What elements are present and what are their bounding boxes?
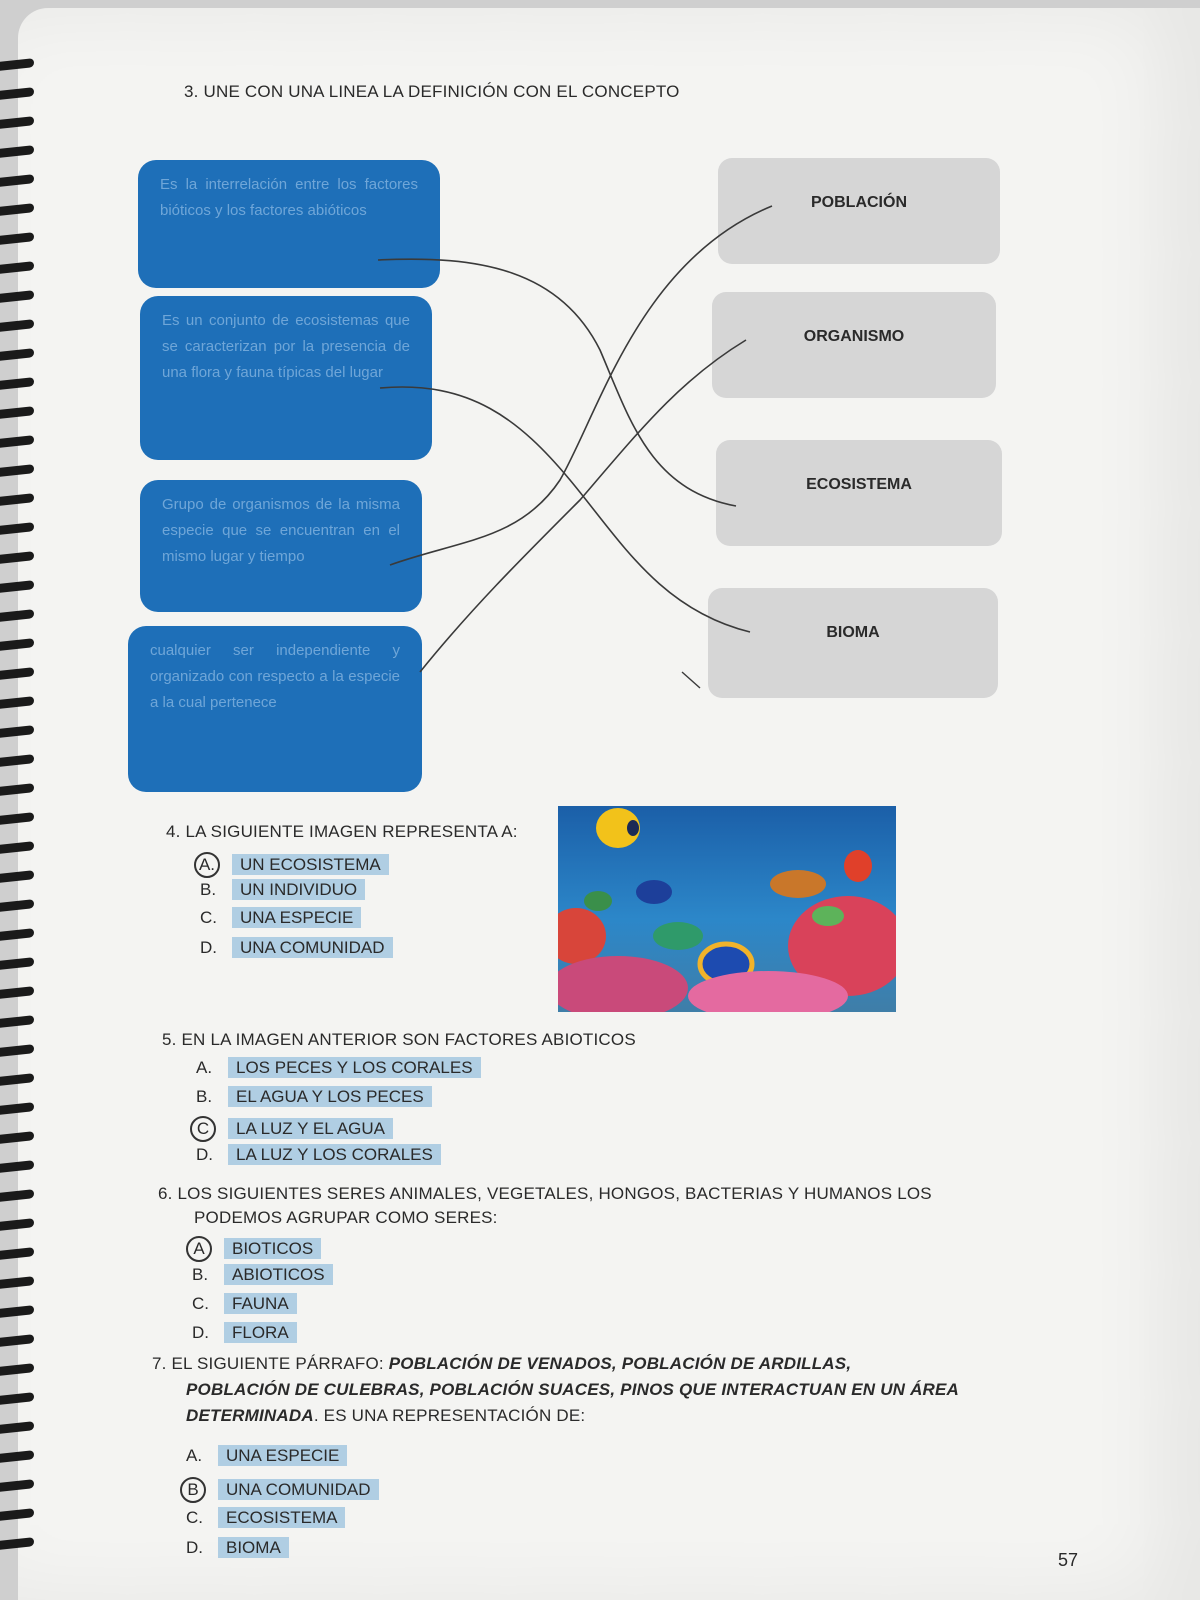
spiral-ring (0, 667, 34, 680)
option-letter: C. (192, 1294, 209, 1313)
q6-option-c[interactable] (192, 1294, 297, 1314)
spiral-ring (0, 986, 34, 999)
spiral-ring (0, 1421, 34, 1434)
option-letter: D. (200, 938, 217, 957)
concept-box-bioma: BIOMA (708, 588, 998, 698)
option-text: UN INDIVIDUO (232, 879, 365, 900)
spiral-ring (0, 174, 34, 187)
q7-title-line3 (186, 1406, 585, 1426)
option-text: FLORA (224, 1322, 297, 1343)
spiral-ring (0, 435, 34, 448)
page-number: 57 (1058, 1550, 1079, 1570)
spiral-ring (0, 464, 34, 477)
q4-option-c[interactable] (200, 908, 361, 928)
option-text: EL AGUA Y LOS PECES (228, 1086, 432, 1107)
spiral-ring (0, 87, 34, 100)
option-text: UN ECOSISTEMA (232, 854, 389, 875)
spiral-ring (0, 957, 34, 970)
spiral-ring (0, 203, 34, 216)
q7-title-line1 (152, 1354, 851, 1374)
option-letter: A (186, 1236, 212, 1262)
coral-reef-image (558, 806, 896, 1012)
spiral-ring (0, 116, 34, 129)
spiral-ring (0, 58, 34, 71)
spiral-ring (0, 1392, 34, 1405)
definition-box-2: Es un conjunto de ecosistemas que se caracterizan por la presencia de una flora y fauna típicas del lugar (140, 296, 432, 460)
spiral-ring (0, 1537, 34, 1550)
spiral-ring (0, 725, 34, 738)
spiral-ring (0, 1247, 34, 1260)
notebook-spiral (0, 60, 40, 1580)
q5-option-a[interactable] (196, 1058, 481, 1078)
spiral-ring (0, 1508, 34, 1521)
q4-option-a[interactable] (200, 852, 389, 878)
spiral-ring (0, 1276, 34, 1289)
option-text: FAUNA (224, 1293, 297, 1314)
spiral-ring (0, 638, 34, 651)
spiral-ring (0, 1189, 34, 1202)
spiral-ring (0, 928, 34, 941)
spiral-ring (0, 580, 34, 593)
spiral-ring (0, 841, 34, 854)
option-letter: D. (186, 1538, 203, 1557)
spiral-ring (0, 145, 34, 158)
spiral-ring (0, 261, 34, 274)
spiral-ring (0, 290, 34, 303)
spiral-ring (0, 1479, 34, 1492)
option-text: LOS PECES Y LOS CORALES (228, 1057, 481, 1078)
q4-option-d[interactable] (200, 938, 393, 958)
spiral-ring (0, 609, 34, 622)
spiral-ring (0, 1131, 34, 1144)
option-text: ABIOTICOS (224, 1264, 333, 1285)
q7-suffix: . ES UNA REPRESENTACIÓN DE: (313, 1406, 586, 1425)
concept-box-poblacion: POBLACIÓN (718, 158, 1000, 264)
spiral-ring (0, 232, 34, 245)
spiral-ring (0, 783, 34, 796)
q7-emphasis-3: DETERMINADA (186, 1406, 314, 1425)
q5-option-b[interactable] (196, 1087, 432, 1107)
q7-option-a[interactable] (186, 1446, 347, 1466)
spiral-ring (0, 754, 34, 767)
spiral-ring (0, 812, 34, 825)
spiral-ring (0, 1305, 34, 1318)
option-text: BIOMA (218, 1537, 289, 1558)
option-letter: D. (196, 1145, 213, 1164)
option-text: ECOSISTEMA (218, 1507, 345, 1528)
q7-option-c[interactable] (186, 1508, 345, 1528)
option-text: UNA ESPECIE (218, 1445, 347, 1466)
option-letter: A. (194, 852, 220, 878)
q7-emphasis-1: POBLACIÓN DE VENADOS, POBLACIÓN DE ARDILLAS, (388, 1354, 852, 1373)
q6-title-line2: PODEMOS AGRUPAR COMO SERES: (194, 1208, 498, 1227)
option-letter: B. (196, 1087, 213, 1106)
q4-title: 4. LA SIGUIENTE IMAGEN REPRESENTA A: (166, 822, 518, 841)
option-text: UNA ESPECIE (232, 907, 361, 928)
q5-title: 5. EN LA IMAGEN ANTERIOR SON FACTORES ABIOTICOS (162, 1030, 636, 1049)
option-text: UNA COMUNIDAD (232, 937, 393, 958)
spiral-ring (0, 1450, 34, 1463)
spiral-ring (0, 377, 34, 390)
option-text: LA LUZ Y EL AGUA (228, 1118, 393, 1139)
q7-title-line2 (186, 1380, 959, 1400)
option-text: BIOTICOS (224, 1238, 321, 1259)
option-text: UNA COMUNIDAD (218, 1479, 379, 1500)
option-letter: C. (200, 908, 217, 927)
q7-emphasis-2: POBLACIÓN DE CULEBRAS, POBLACIÓN SUACES, PINOS QUE INTERACTUAN EN UN ÁREA (186, 1380, 960, 1399)
spiral-ring (0, 696, 34, 709)
concept-box-organismo: ORGANISMO (712, 292, 996, 398)
q7-prefix: 7. EL SIGUIENTE PÁRRAFO: (152, 1354, 389, 1373)
spiral-ring (0, 1218, 34, 1231)
option-letter: B. (192, 1265, 209, 1284)
spiral-ring (0, 1160, 34, 1173)
spiral-ring (0, 406, 34, 419)
q7-option-d[interactable] (186, 1538, 289, 1558)
q5-option-c[interactable] (196, 1116, 393, 1142)
q6-title-line1: 6. LOS SIGUIENTES SERES ANIMALES, VEGETALES, HONGOS, BACTERIAS Y HUMANOS LOS (158, 1184, 932, 1203)
definition-box-3: Grupo de organismos de la misma especie que se encuentran en el mismo lugar y tiempo (140, 480, 422, 612)
option-text: LA LUZ Y LOS CORALES (228, 1144, 441, 1165)
option-letter: B (180, 1477, 206, 1503)
definition-box-1: Es la interrelación entre los factores bióticos y los factores abióticos (138, 160, 440, 288)
q6-option-b[interactable] (192, 1265, 333, 1285)
q5-option-d[interactable] (196, 1145, 441, 1165)
spiral-ring (0, 899, 34, 912)
q6-option-a[interactable] (192, 1236, 321, 1262)
spiral-ring (0, 1102, 34, 1115)
spiral-ring (0, 319, 34, 332)
option-letter: D. (192, 1323, 209, 1342)
spiral-ring (0, 870, 34, 883)
spiral-ring (0, 1073, 34, 1086)
spiral-ring (0, 551, 34, 564)
spiral-ring (0, 1015, 34, 1028)
definition-box-4: cualquier ser independiente y organizado con respecto a la especie a la cual pertenece (128, 626, 422, 792)
option-letter: C. (186, 1508, 203, 1527)
q6-option-d[interactable] (192, 1323, 297, 1343)
option-letter: A. (186, 1446, 203, 1465)
option-letter: B. (200, 880, 217, 899)
spiral-ring (0, 522, 34, 535)
spiral-ring (0, 348, 34, 361)
spiral-ring (0, 493, 34, 506)
concept-box-ecosistema: ECOSISTEMA (716, 440, 1002, 546)
q7-option-b[interactable] (186, 1477, 379, 1503)
spiral-ring (0, 1363, 34, 1376)
option-letter: C (190, 1116, 216, 1142)
spiral-ring (0, 1044, 34, 1057)
q3-title: 3. UNE CON UNA LINEA LA DEFINICIÓN CON EL CONCEPTO (184, 82, 680, 101)
option-letter: A. (196, 1058, 213, 1077)
q4-option-b[interactable] (200, 880, 365, 900)
spiral-ring (0, 1334, 34, 1347)
